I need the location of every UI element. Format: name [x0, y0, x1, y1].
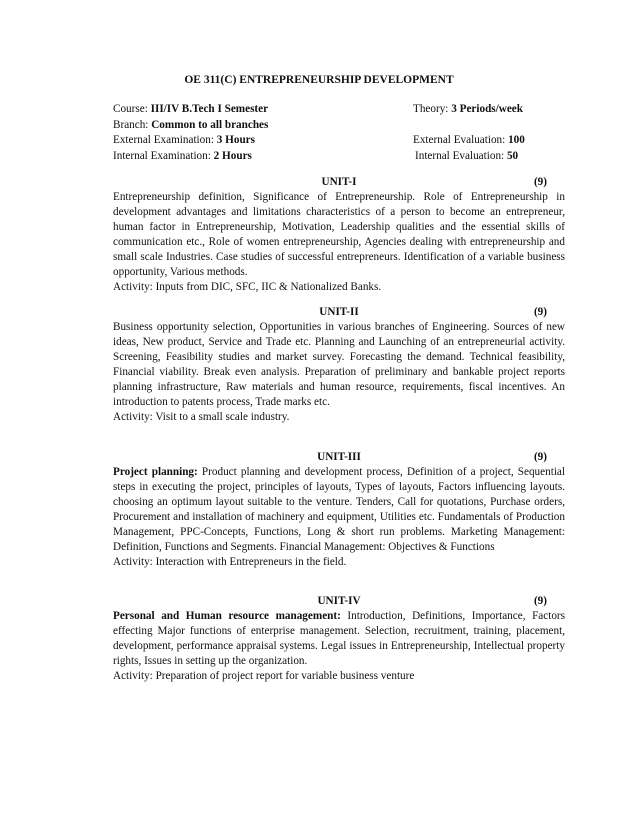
unit-2-activity: Activity: Visit to a small scale industry. [113, 411, 290, 423]
internal-eval-value: 50 [506, 149, 519, 162]
unit-2-content [113, 320, 565, 410]
unit-2-heading [113, 305, 565, 320]
unit-4-section [113, 594, 565, 684]
external-exam-field [113, 133, 255, 148]
unit-1-heading [113, 175, 565, 190]
unit-1-hours: (9) [533, 176, 547, 188]
unit-1-text: Entrepreneurship definition, Significance of Entrepreneurship. Role of Entrepreneurship in development advantages and limitations characteristics of a person to become an entrepreneur, human factor in Entrepreneurship, Motivation, Leadership qualities and the essential skills of communication etc., Role of women entrepreneurship, Agencies dealing with entrepreneurship and small scale Industries. Case studies of successful entrepreneurs. Identification of a variable business opportunity, Various methods. [113, 191, 565, 278]
external-eval-value: 100 [508, 134, 525, 146]
unit-1-content [113, 190, 565, 280]
unit-3-hours: (9) [533, 451, 547, 463]
course-field [113, 102, 268, 117]
unit-3-heading [113, 450, 565, 465]
unit-1-activity: Activity: Inputs from DIC, SFC, IIC & Nationalized Banks. [113, 281, 382, 293]
unit-2-text: Business opportunity selection, Opportunities in various branches of Engineering. Sources of new ideas, New product, Service and Trade etc. Planning and Launching of an entrepreneurial activity. Screening, Feasibility studies and market survey. Forecasting the demand. Technical feasibility, Financial viability. Break even analysis. Preparation of preliminary and bankable project reports planning infrastructure, Raw materials and human resource, requirements, fiscal incentives. An introduction to patents process, Trade marks etc. [113, 321, 565, 408]
theory-value: 3 Periods/week [451, 103, 523, 115]
unit-4-hours: (9) [533, 595, 547, 607]
course-row [113, 102, 565, 118]
unit-4-name: UNIT-IV [317, 595, 361, 607]
course-label: Course: [113, 103, 151, 115]
external-exam-label: External Examination: [113, 134, 217, 146]
theory-label: Theory: [413, 103, 452, 115]
unit-4-heading [113, 594, 565, 609]
unit-3-content [113, 465, 565, 555]
external-exam-value: 3 Hours [216, 134, 255, 146]
course-value: III/IV B.Tech I Semester [150, 103, 269, 115]
unit-4-lead: Personal and Human resource management: [113, 610, 341, 622]
internal-exam-value: 2 Hours [213, 149, 252, 162]
unit-2-hours: (9) [533, 306, 547, 318]
external-row [113, 133, 565, 149]
branch-value: Common to all branches [151, 118, 269, 131]
unit-3-name: UNIT-III [317, 451, 361, 463]
unit-1-name: UNIT-I [321, 176, 357, 188]
unit-3-text: Product planning and development process, Definition of a project, Sequential steps in executing the project, principles of layouts, Types of layouts, Factors influencing layouts. choosing an optimum layout suitable to the venture. Tenders, Call for quotations, Purchase orders, Procurement and installation of machinery and equipment, Utilities etc. Fundamentals of Production Management, PPC-Concepts, Functions, Long & short run problems. Marketing Management: Definition, Functions and Segments. Financial Management: Objectives & Functions [113, 466, 566, 553]
unit-3-section [113, 450, 565, 570]
internal-eval-field [415, 149, 518, 164]
external-eval-label: External Evaluation: [413, 134, 509, 146]
unit-4-activity: Activity: Preparation of project report for variable business venture [113, 670, 415, 682]
branch-row [113, 118, 565, 134]
external-eval-field [413, 133, 525, 148]
unit-2-section [113, 305, 565, 425]
course-info [113, 102, 565, 164]
unit-1-section [113, 175, 565, 295]
theory-field [413, 102, 523, 117]
internal-row [113, 149, 565, 165]
branch-label: Branch: [113, 118, 152, 131]
branch-field [113, 118, 268, 133]
unit-3-activity: Activity: Interaction with Entrepreneurs in the field. [113, 556, 347, 568]
unit-4-text: Introduction, Definitions, Importance, Factors effecting Major functions of enterprise management. Selection, recruitment, training, placement, development, performance appraisal systems. Legal issues in Entrepreneurship, Intellectual property rights, Issues in setting up the organization. [113, 610, 566, 667]
unit-4-content [113, 609, 565, 669]
internal-exam-field [113, 149, 252, 164]
unit-2-name: UNIT-II [319, 306, 359, 318]
course-title: OE 311(C) ENTREPRENEURSHIP DEVELOPMENT [184, 74, 454, 86]
internal-eval-label: Internal Evaluation: [415, 149, 507, 162]
unit-3-lead: Project planning: [113, 466, 198, 478]
internal-exam-label: Internal Examination: [113, 149, 214, 162]
